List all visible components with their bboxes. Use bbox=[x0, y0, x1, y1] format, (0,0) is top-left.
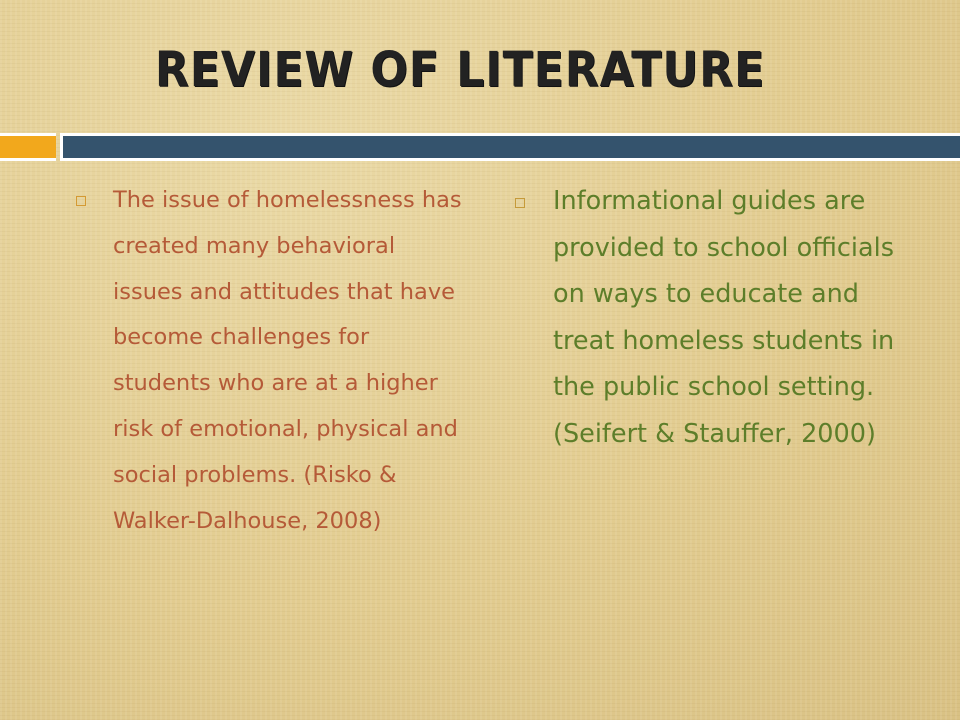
bullet-text: The issue of homelessness has created many behavioral issues and attitudes that have become challenges for students who are at a higher risk of emotional, physical and social problems. (Risko & Walker-Dalhouse, 2008) bbox=[113, 187, 462, 534]
bullet-item bbox=[515, 178, 915, 457]
bullet-text: Informational guides are provided to school officials on ways to educate and treat homeless students in the public school setting. (Seifert & Stauffer, 2000) bbox=[553, 186, 895, 449]
left-column bbox=[76, 178, 466, 544]
accent-bar-orange bbox=[0, 133, 56, 161]
square-bullet-icon bbox=[76, 196, 86, 206]
slide-title: REVIEW OF LITERATURE bbox=[154, 42, 766, 98]
bullet-item bbox=[76, 178, 466, 544]
right-column bbox=[515, 178, 915, 457]
square-bullet-icon bbox=[515, 198, 525, 208]
accent-bar-blue bbox=[60, 133, 960, 161]
